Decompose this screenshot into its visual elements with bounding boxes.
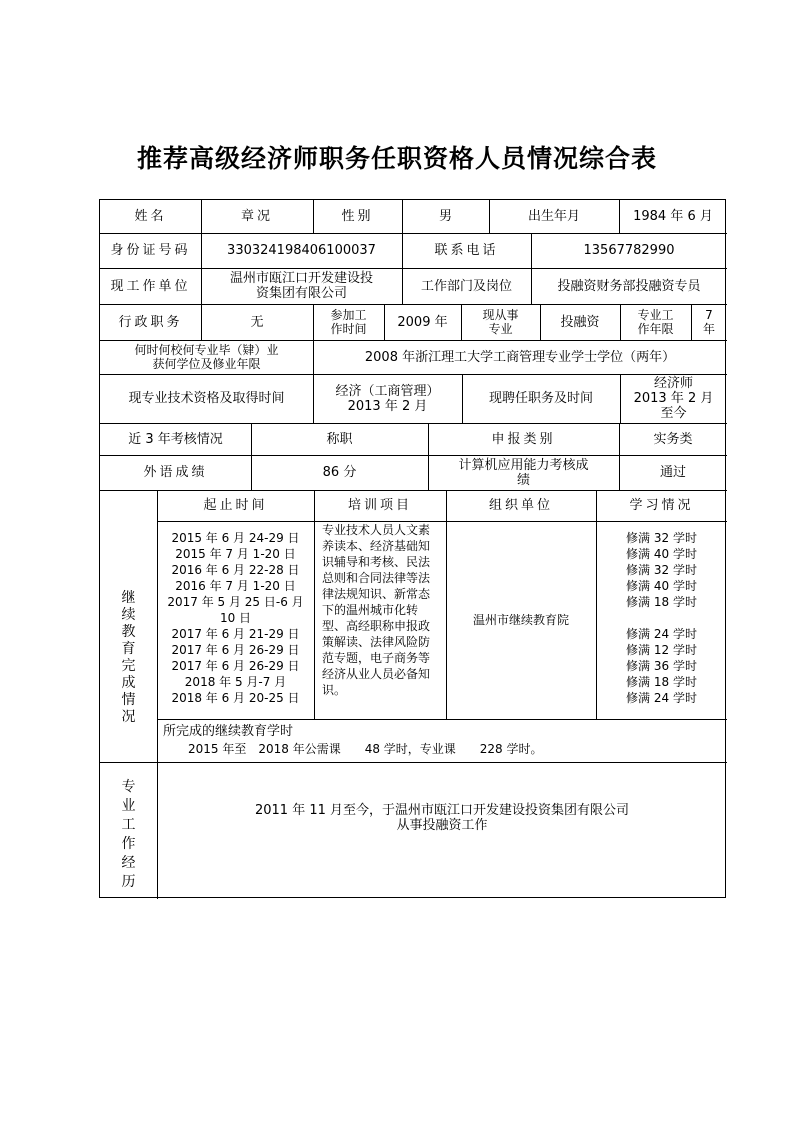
years-value: 7 年 (702, 308, 715, 336)
training-projects: 专业技术人员人文素养读本、经济基础知识辅导和考核、民法总则和合同法律等法律法规知识、新常态下的温州城市化转型、高经职称申报政策解读、法律风险防范专题，电子商务等经济从业人员必备知识。 (322, 523, 431, 697)
dept-label: 工作部门及岗位 (420, 278, 512, 294)
work-start-label: 参加工 作时间 (330, 308, 367, 336)
id-label: 身份证号码 (110, 243, 191, 258)
work-experience-label: 专 业 工 作 经 历 (121, 779, 136, 890)
assessment-value: 称职 (326, 431, 353, 447)
employer-value: 温州市瓯江口开发建设投 资集团有限公司 (229, 271, 373, 301)
foreign-language-value: 86 分 (322, 465, 357, 480)
name-label: 姓名 (134, 209, 167, 224)
col-header-status: 学习情况 (629, 498, 694, 513)
qualification-value: 经济（工商管理） 2013 年 2 月 (335, 383, 440, 414)
assessment-label: 近 3 年考核情况 (128, 431, 223, 447)
training-organizer: 温州市继续教育院 (472, 613, 569, 627)
education-value: 2008 年浙江理工大学工商管理专业学士学位（两年） (364, 349, 676, 365)
admin-label: 行政职务 (118, 314, 183, 330)
phone-label: 联系电话 (434, 243, 499, 258)
col-header-time: 起止时间 (203, 498, 268, 513)
col-header-organizer: 组织单位 (488, 498, 553, 513)
page-title: 推荐高级经济师职务任职资格人员情况综合表 (136, 144, 657, 173)
admin-value: 无 (250, 314, 264, 330)
training-times: 2015 年 6 月 24-29 日 2015 年 7 月 1-20 日 2016 年 6 月 22-28 日 2016 年 7 月 1-20 日 2017 年 5 月 25 日-6 月 10 日 2017 年 6 月 21-29 日 2017 年 6 月 26-29 日 2017 年 6 月 26-29 日 2018 年 5 月-7 月 2018 年 6 月 20-25 日 (167, 531, 304, 705)
gender-label: 性别 (341, 209, 374, 224)
apply-category-label: 申报类别 (491, 431, 556, 447)
continuing-education-label: 继 续 教 育 完 成 情 况 (121, 590, 136, 725)
ce-summary-hours: 2015 年至 2018 年公需课 48 学时，专业课 228 学时。 (188, 742, 543, 756)
education-label: 何时何校何专业毕（肄）业 获何学位及修业年限 (134, 343, 279, 371)
apply-category-value: 实务类 (653, 431, 693, 447)
ce-summary-title: 所完成的继续教育学时 (163, 724, 294, 739)
training-status: 修满 32 学时 修满 40 学时 修满 32 学时 修满 40 学时 修满 18 学时 修满 24 学时 修满 12 学时 修满 36 学时 修满 18 学时 修满 24 学时 (626, 531, 697, 705)
years-label: 专业工 作年限 (637, 308, 674, 336)
id-value: 330324198406100037 (227, 243, 376, 258)
work-experience-text: 2011 年 11 月至今，于温州市瓯江口开发建设投资集团有限公司 从事投融资工作 (254, 802, 630, 833)
birth-label: 出生年月 (527, 209, 580, 224)
gender-value: 男 (438, 209, 452, 224)
phone-value: 13567782990 (583, 243, 675, 258)
summary-form-table (99, 199, 726, 898)
computer-value: 通过 (659, 465, 686, 480)
employer-label: 现工作单位 (110, 278, 191, 294)
qualification-label: 现专业技术资格及取得时间 (128, 391, 285, 406)
hired-value: 经济师 2013 年 2 月 至今 (633, 376, 714, 421)
computer-label: 计算机应用能力考核成 绩 (458, 457, 589, 488)
major-label: 现从事 专业 (482, 308, 519, 336)
work-start-value: 2009 年 (397, 314, 448, 330)
hired-label: 现聘任职务及时间 (488, 391, 593, 406)
col-header-project: 培训项目 (347, 498, 412, 513)
dept-value: 投融资财务部投融资专员 (557, 278, 701, 294)
name-value: 章况 (240, 209, 273, 224)
major-value: 投融资 (560, 314, 600, 330)
foreign-language-label: 外语成绩 (143, 465, 208, 480)
birth-value: 1984 年 6 月 (633, 209, 713, 224)
